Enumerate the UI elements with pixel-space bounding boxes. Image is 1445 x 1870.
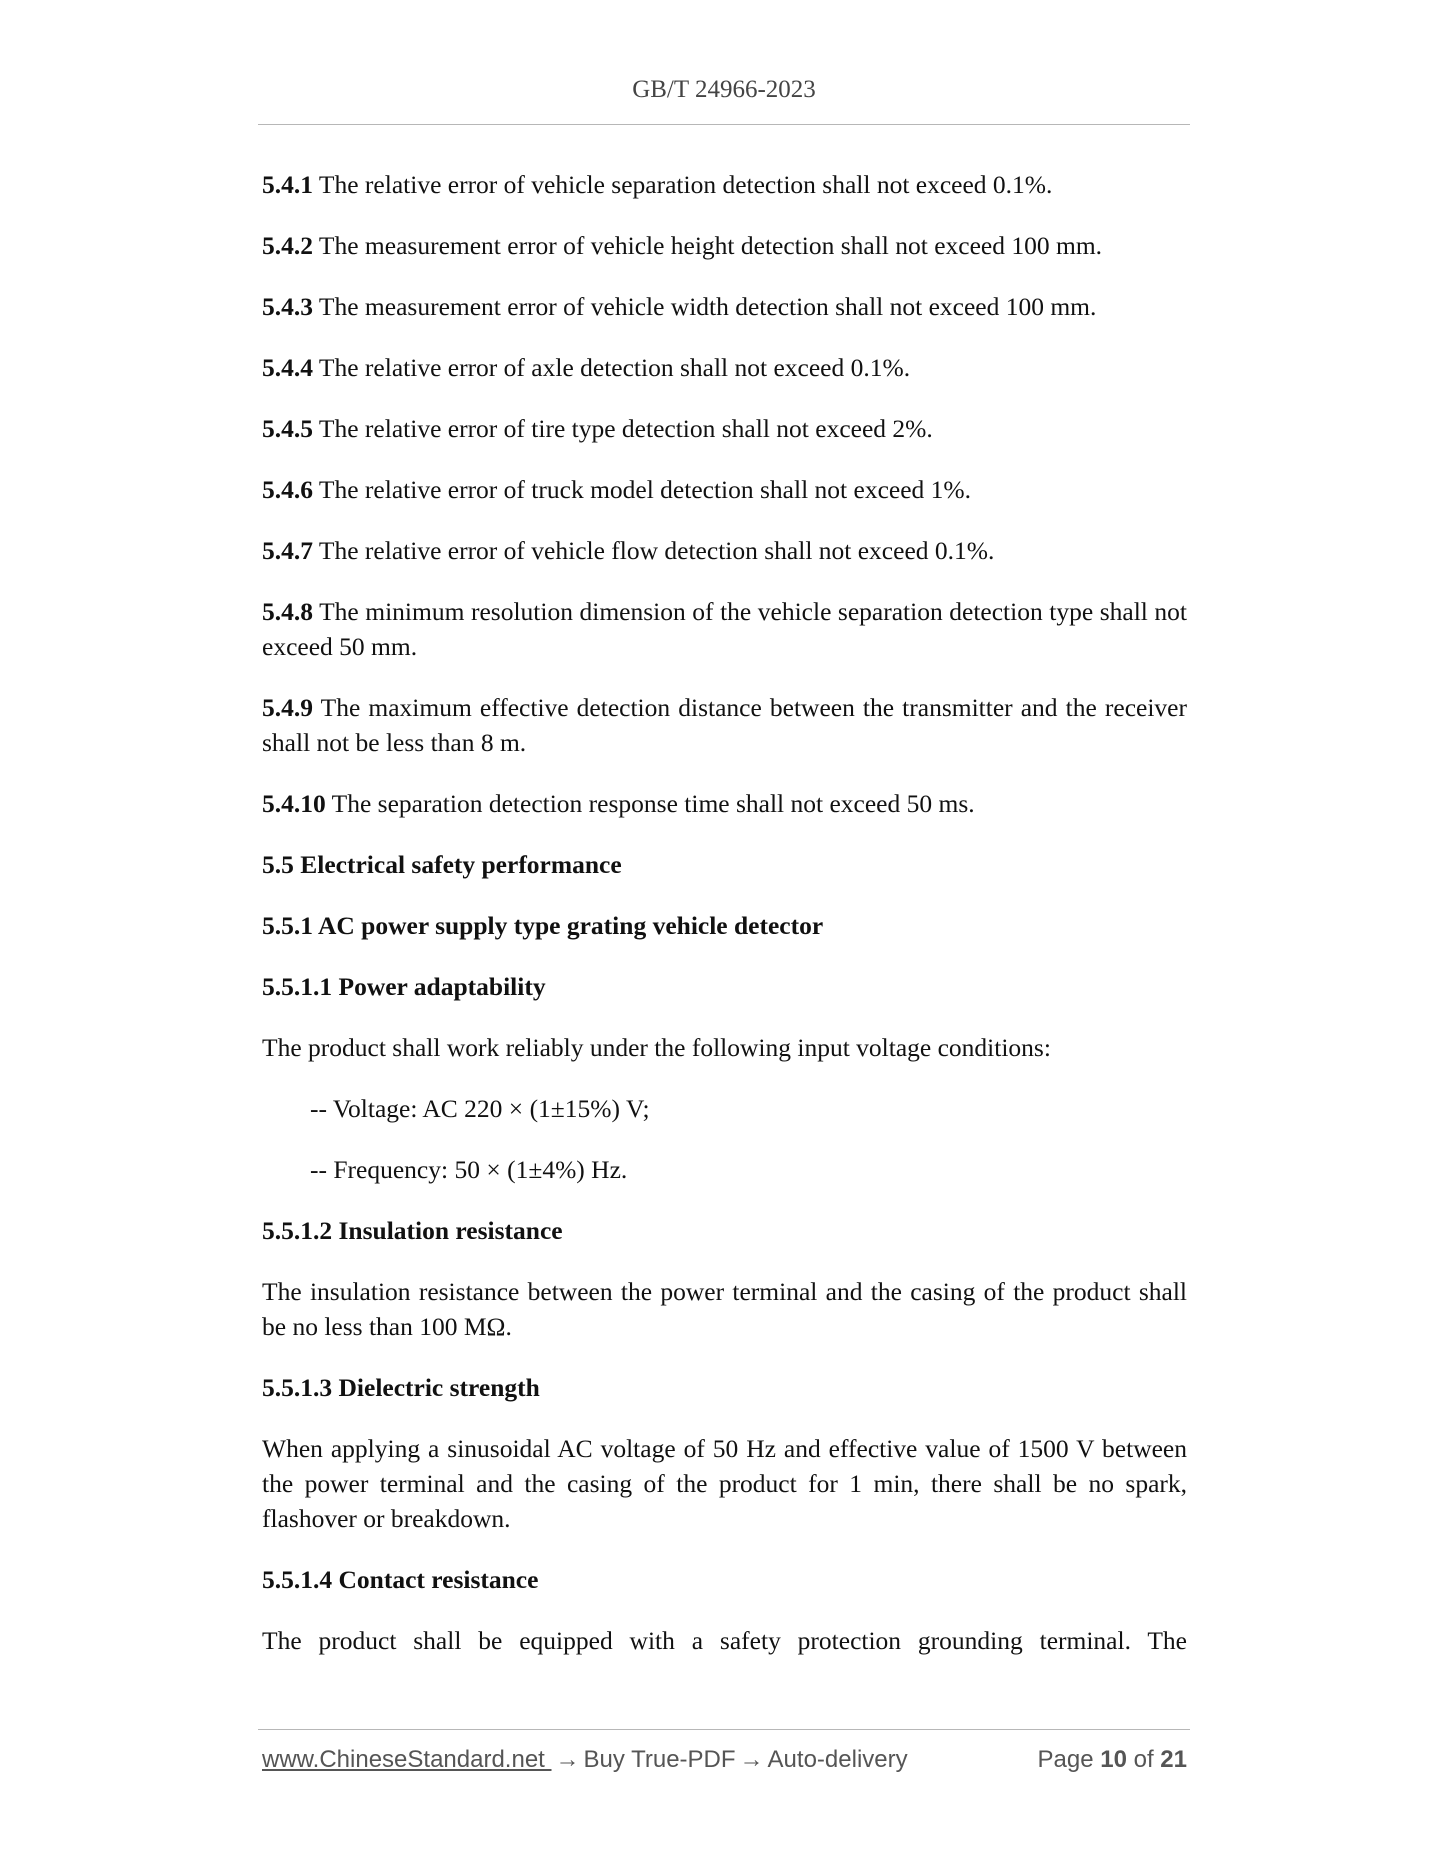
clause-5-4-5 (262, 411, 1187, 446)
page-header: GB/T 24966-2023 (632, 76, 816, 103)
heading-5-5: 5.5 Electrical safety performance (262, 850, 622, 879)
clause-number: 5.4.7 (262, 536, 313, 565)
page-total: 21 (1160, 1746, 1187, 1773)
clause-5-4-10 (262, 786, 1187, 821)
clause-text: The measurement error of vehicle width detection shall not exceed 100 mm. (313, 292, 1097, 321)
clause-5-4-8 (262, 594, 1187, 664)
clause-number: 5.4.9 (262, 693, 313, 722)
page-label: Page (1037, 1746, 1094, 1773)
heading-5-5-1-3: 5.5.1.3 Dielectric strength (262, 1373, 540, 1402)
clause-text: The relative error of axle detection shall not exceed 0.1%. (313, 353, 911, 382)
document-body (262, 167, 1187, 1684)
paragraph-contact-resistance: The product shall be equipped with a safety protection grounding terminal. The (262, 1626, 1187, 1655)
header-divider (258, 124, 1190, 125)
page-current: 10 (1100, 1746, 1127, 1773)
clause-number: 5.4.1 (262, 170, 313, 199)
heading-5-5-1-4: 5.5.1.4 Contact resistance (262, 1565, 539, 1594)
page-number (1038, 1744, 1188, 1776)
list-item-frequency: -- Frequency: 50 × (1±4%) Hz. (310, 1155, 628, 1184)
clause-text: The relative error of vehicle flow detection shall not exceed 0.1%. (313, 536, 995, 565)
clause-number: 5.4.3 (262, 292, 313, 321)
clause-number: 5.4.4 (262, 353, 313, 382)
clause-number: 5.4.6 (262, 475, 313, 504)
clause-5-4-4 (262, 350, 1187, 385)
footer-promo (262, 1744, 908, 1776)
paragraph-dielectric-strength: When applying a sinusoidal AC voltage of 50 Hz and effective value of 1500 V between the power terminal and the casing of the product for 1 min, there shall be no spark, flashover or breakdown. (262, 1434, 1187, 1533)
clause-text: The maximum effective detection distance between the transmitter and the receiver shall not be less than 8 m. (262, 693, 1187, 757)
website-link[interactable]: www.ChineseStandard.net (262, 1746, 552, 1773)
arrow-right-icon: → (555, 1746, 580, 1773)
clause-text: The minimum resolution dimension of the vehicle separation detection type shall not exceed 50 mm. (262, 597, 1187, 661)
footer-divider (258, 1729, 1190, 1730)
clause-5-4-9 (262, 690, 1187, 760)
paragraph-power-adaptability: The product shall work reliably under the following input voltage conditions: (262, 1033, 1051, 1062)
auto-delivery-text: Auto-delivery (767, 1746, 908, 1773)
heading-5-5-1: 5.5.1 AC power supply type grating vehicle detector (262, 911, 824, 940)
clause-number: 5.4.10 (262, 789, 326, 818)
buy-pdf-text: Buy True-PDF (583, 1746, 736, 1773)
heading-5-5-1-2: 5.5.1.2 Insulation resistance (262, 1216, 563, 1245)
clause-text: The relative error of vehicle separation detection shall not exceed 0.1%. (313, 170, 1053, 199)
clause-number: 5.4.2 (262, 231, 313, 260)
heading-5-5-1-1: 5.5.1.1 Power adaptability (262, 972, 546, 1001)
clause-text: The relative error of truck model detection shall not exceed 1%. (313, 475, 972, 504)
clause-text: The measurement error of vehicle height detection shall not exceed 100 mm. (313, 231, 1103, 260)
list-item-voltage: -- Voltage: AC 220 × (1±15%) V; (310, 1094, 650, 1123)
clause-number: 5.4.5 (262, 414, 313, 443)
clause-5-4-2 (262, 228, 1187, 263)
clause-number: 5.4.8 (262, 597, 313, 626)
clause-5-4-1 (262, 167, 1187, 202)
clause-5-4-3 (262, 289, 1187, 324)
paragraph-insulation-resistance: The insulation resistance between the power terminal and the casing of the product shall be no less than 100 MΩ. (262, 1277, 1187, 1341)
clause-text: The relative error of tire type detection shall not exceed 2%. (313, 414, 933, 443)
clause-5-4-7 (262, 533, 1187, 568)
arrow-right-icon: → (739, 1746, 764, 1773)
clause-text: The separation detection response time shall not exceed 50 ms. (325, 789, 975, 818)
clause-5-4-6 (262, 472, 1187, 507)
page-of: of (1133, 1746, 1154, 1773)
